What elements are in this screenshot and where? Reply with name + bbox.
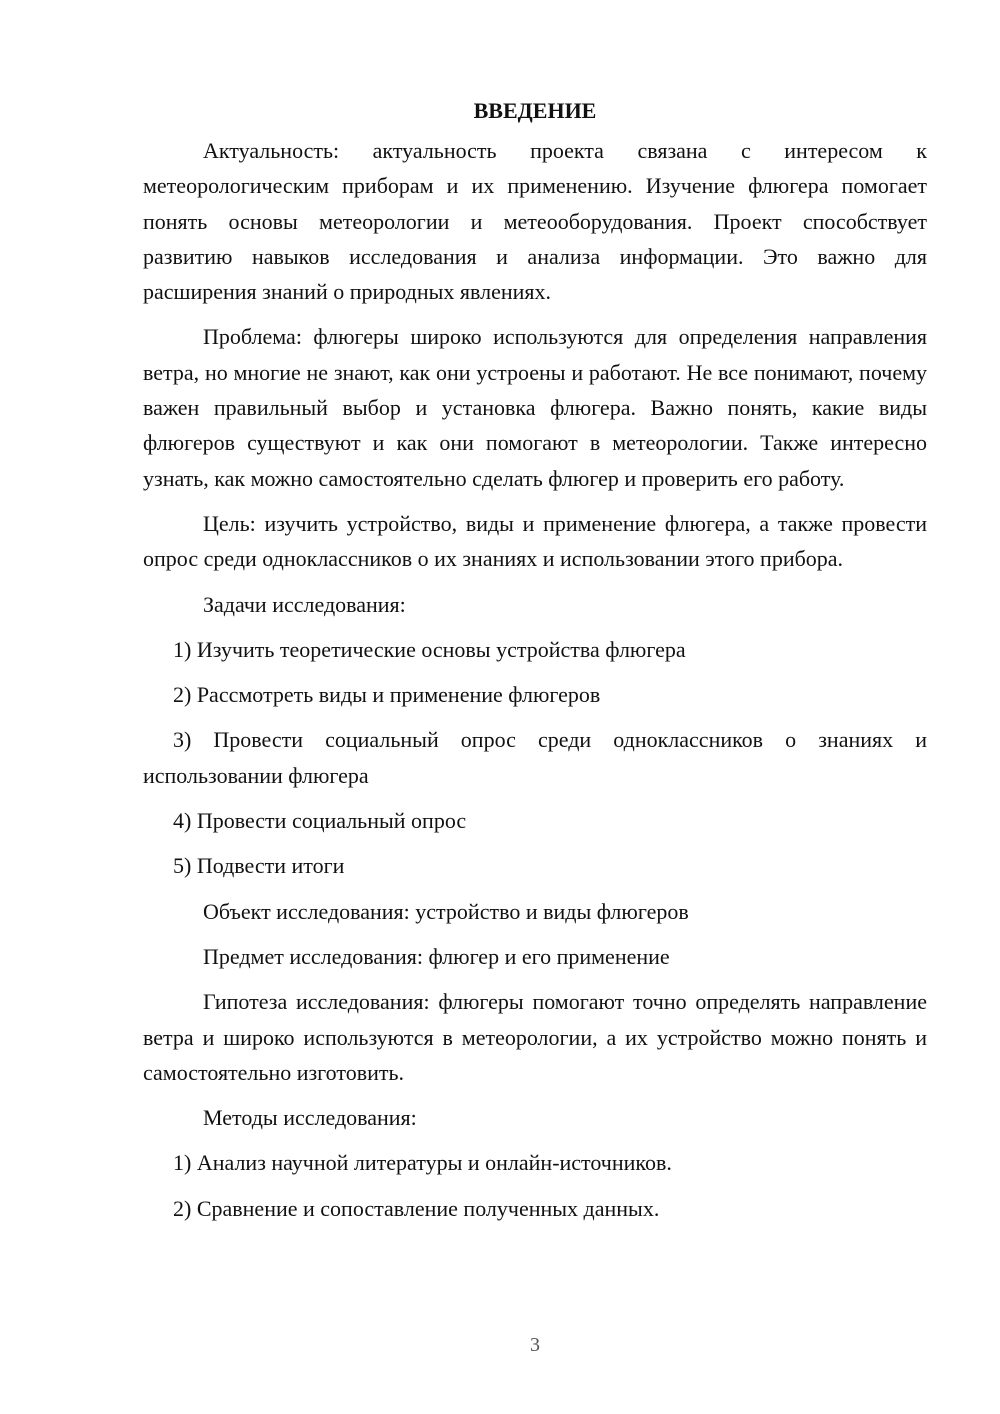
method-item-2: 2) Сравнение и сопоставление полученных данных. — [173, 1195, 660, 1221]
hypothesis-paragraph: Гипотеза исследования: флюгеры помогают точно определять направление ветра и широко используются в метеорологии, а их устройство можно понять и самостоятельно изготовить. — [143, 989, 927, 1085]
task-item-5: 5) Подвести итоги — [173, 853, 345, 879]
page-title: ВВЕДЕНИЕ — [473, 98, 597, 123]
goal-paragraph: Цель: изучить устройство, виды и применение флюгера, а также провести опрос среди одноклассников о их знаниях и использовании этого прибора. — [143, 510, 927, 572]
problem-paragraph: Проблема: флюгеры широко используются для определения направления ветра, но многие не знают, как они устроены и работают. Не все понимают, почему важен правильный выбор и установка флюгера. Важно понять, какие виды флюгеров существуют и как они помогают в метеорологии. Также интересно узнать, как можно самостоятельно сделать флюгер и проверить его работу. — [143, 324, 927, 491]
methods-heading: Методы исследования: — [203, 1105, 417, 1131]
task-item-1: 1) Изучить теоретические основы устройства флюгера — [173, 636, 686, 662]
object-line: Объект исследования: устройство и виды флюгеров — [203, 898, 689, 924]
subject-line: Предмет исследования: флюгер и его применение — [203, 943, 670, 969]
method-item-1: 1) Анализ научной литературы и онлайн-источников. — [173, 1150, 672, 1176]
task-item-4: 4) Провести социальный опрос — [173, 808, 467, 834]
relevance-paragraph: Актуальность: актуальность проекта связана с интересом к метеорологическим приборам и их применению. Изучение флюгера помогает понять основы метеорологии и метеооборудования. Проект способствует развитию навыков исследования и анализа информации. Это важно для расширения знаний о природных явлениях. — [143, 138, 927, 305]
task-item-2: 2) Рассмотреть виды и применение флюгеров — [173, 682, 601, 708]
tasks-heading: Задачи исследования: — [203, 591, 406, 617]
page-content — [143, 97, 927, 1236]
page-number: 3 — [530, 1334, 540, 1356]
task-item-3: 3) Провести социальный опрос среди одноклассников о знаниях и использовании флюгера — [143, 727, 927, 788]
